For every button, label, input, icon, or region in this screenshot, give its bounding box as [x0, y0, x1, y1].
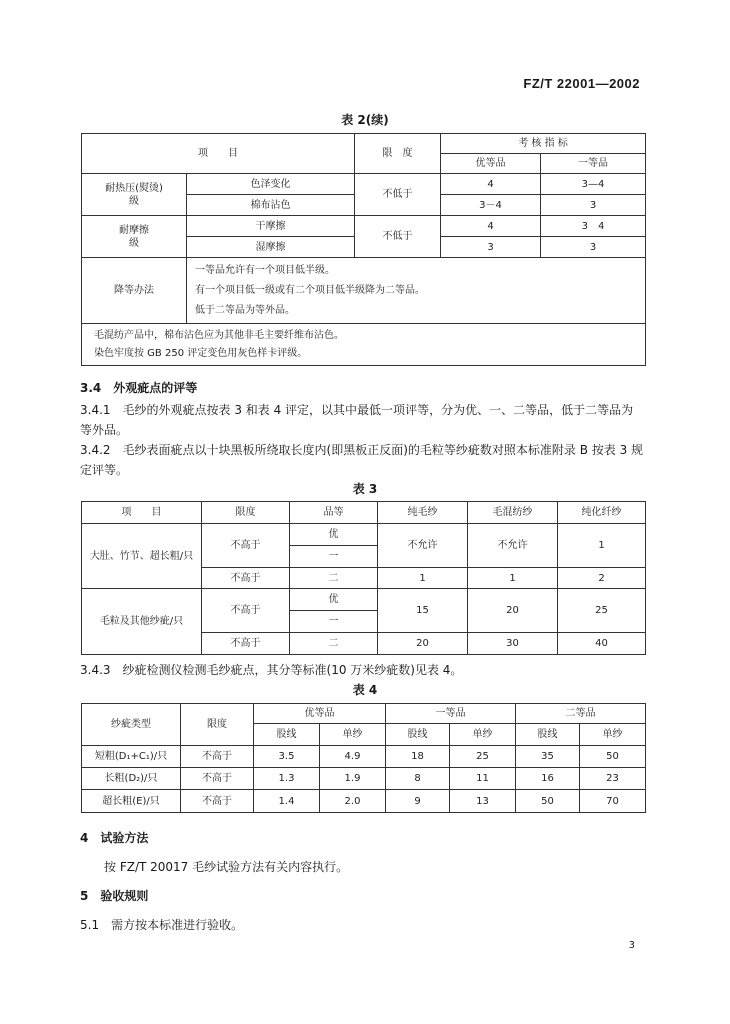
- table3-g2-r1-c2: 20: [468, 589, 558, 633]
- table2-heat-limit: 不低于: [355, 174, 441, 216]
- paragraph-3-4-2: 3.4.2 毛纱表面疵点以十块黑板所绕取长度内(即黑板正反面)的毛粒等纱疵数对照本标准附录 B 按表 3 规定评等。: [80, 443, 644, 477]
- table4-caption: 表 4: [352, 683, 378, 697]
- table3-g1-r1-grade: 优 一: [290, 524, 378, 568]
- table3-head-synthetic: 纯化纤纱: [558, 502, 646, 524]
- table3-g2-r2-grade: 二: [290, 633, 378, 655]
- table2-downgrade-text: 一等品允许有一个项目低半级。 有一个项目低一级或有二个项目低半级降为二等品。 低于二等品为等外品。: [187, 258, 646, 324]
- table4-head-single-2: 单纱: [450, 724, 516, 746]
- table3-g2-label: 毛粒及其他纱疵/只: [82, 589, 202, 655]
- table3: [81, 501, 646, 655]
- table4-row1-v4: 16: [516, 768, 580, 790]
- table4-row0-v2: 18: [386, 746, 450, 768]
- table4-row2-v4: 50: [516, 790, 580, 813]
- table3-g2-r2-c2: 30: [468, 633, 558, 655]
- table4-row2-v0: 1.4: [254, 790, 320, 813]
- table4-head-limit: 限度: [181, 704, 254, 746]
- table3-head-grade: 品等: [290, 502, 378, 524]
- table4-head-type: 纱疵类型: [82, 704, 181, 746]
- table2-head-grade1: 优等品: [441, 154, 541, 174]
- table2-head-item: 项 目: [82, 134, 355, 174]
- table4-row1-v0: 1.3: [254, 768, 320, 790]
- table4-row1-v5: 23: [580, 768, 646, 790]
- table4-row2-v2: 9: [386, 790, 450, 813]
- table4-row1-limit: 不高于: [181, 768, 254, 790]
- section-5-title: 5 验收规则: [80, 889, 149, 903]
- table3-g1-r2-c2: 1: [468, 568, 558, 589]
- paragraph-3-4-1: 3.4.1 毛纱的外观疵点按表 3 和表 4 评定，以其中最低一项评等，分为优、一、二等品，低于二等品为等外品。: [80, 403, 634, 437]
- table3-g1-r1-c3: 1: [558, 524, 646, 568]
- table4-head-ply-1: 股线: [254, 724, 320, 746]
- table2-rub-v1-0: 4: [441, 216, 541, 237]
- table2-head-grade2: 一等品: [541, 154, 646, 174]
- table2-rub-v2-1: 3: [541, 237, 646, 258]
- table4-row0-limit: 不高于: [181, 746, 254, 768]
- table2-rub-label-0: 干摩擦: [187, 216, 355, 237]
- table3-g1-label: 大肚、竹节、超长粗/只: [82, 524, 202, 589]
- table4: [81, 703, 646, 813]
- table3-g2-r1-grade: 优 一: [290, 589, 378, 633]
- table3-g1-r1-limit: 不高于: [202, 524, 290, 568]
- table2-heat-label-0: 色泽变化: [187, 174, 355, 195]
- table2-notes: 毛混纺产品中，棉布沾色应为其他非毛主要纤维布沾色。 染色牢度按 GB 250 评定变色用灰色样卡评级。: [82, 324, 646, 366]
- table2-rub-v1-1: 3: [441, 237, 541, 258]
- table2-downgrade-label: 降等办法: [82, 258, 187, 324]
- table3-g1-r2-c1: 1: [378, 568, 468, 589]
- table3-g1-r1-c1: 不允许: [378, 524, 468, 568]
- table2-heat-v1-0: 4: [441, 174, 541, 195]
- table3-g1-r1-c2: 不允许: [468, 524, 558, 568]
- table2-head-limit: 限 度: [355, 134, 441, 174]
- table4-head-g3: 二等品: [516, 704, 646, 724]
- table4-head-g2: 一等品: [386, 704, 516, 724]
- table3-head-limit: 限度: [202, 502, 290, 524]
- table2: [81, 133, 646, 366]
- table4-row0-v1: 4.9: [320, 746, 386, 768]
- table4-row2-limit: 不高于: [181, 790, 254, 813]
- table2-head-indicator: 考 核 指 标: [441, 134, 646, 154]
- table4-row0-v5: 50: [580, 746, 646, 768]
- table2-heat-v1-1: 3－4: [441, 195, 541, 216]
- paragraph-3-4-3: 3.4.3 纱疵检测仪检测毛纱疵点，其分等标准(10 万米纱疵数)见表 4。: [80, 663, 463, 677]
- table3-head-wool: 纯毛纱: [378, 502, 468, 524]
- section-5-1-text: 5.1 需方按本标准进行验收。: [80, 918, 244, 932]
- table3-g2-r1-c1: 15: [378, 589, 468, 633]
- table3-caption: 表 3: [352, 482, 378, 496]
- table4-row1-v3: 11: [450, 768, 516, 790]
- table3-g2-r1-c3: 25: [558, 589, 646, 633]
- table4-head-ply-2: 股线: [386, 724, 450, 746]
- table4-row1-type: 长粗(D₂)/只: [82, 768, 181, 790]
- table4-head-single-3: 单纱: [580, 724, 646, 746]
- page-number: 3: [628, 940, 635, 951]
- table3-g2-r1-limit: 不高于: [202, 589, 290, 633]
- table4-row0-v4: 35: [516, 746, 580, 768]
- table2-rub-limit: 不低于: [355, 216, 441, 258]
- section-4-title: 4 试验方法: [80, 831, 149, 845]
- table2-rub-group: 耐摩擦 级: [82, 216, 187, 258]
- table3-g1-r2-c3: 2: [558, 568, 646, 589]
- table3-g1-r2-limit: 不高于: [202, 568, 290, 589]
- table4-head-single-1: 单纱: [320, 724, 386, 746]
- table2-rub-label-1: 湿摩擦: [187, 237, 355, 258]
- table3-g1-r2-grade: 二: [290, 568, 378, 589]
- table4-row2-v3: 13: [450, 790, 516, 813]
- table3-g2-r2-limit: 不高于: [202, 633, 290, 655]
- table3-g2-r2-c3: 40: [558, 633, 646, 655]
- table2-heat-group: 耐热压(熨烫) 级: [82, 174, 187, 216]
- table4-row0-type: 短粗(D₁+C₁)/只: [82, 746, 181, 768]
- section-3-4-title: 3.4 外观疵点的评等: [80, 381, 198, 395]
- table4-row2-v1: 2.0: [320, 790, 386, 813]
- table4-head-g1: 优等品: [254, 704, 386, 724]
- table2-heat-label-1: 棉布沾色: [187, 195, 355, 216]
- table4-row0-v0: 3.5: [254, 746, 320, 768]
- table2-caption: 表 2(续): [341, 113, 389, 127]
- table4-row2-v5: 70: [580, 790, 646, 813]
- table4-head-ply-3: 股线: [516, 724, 580, 746]
- table4-row0-v3: 25: [450, 746, 516, 768]
- table3-head-blend: 毛混纺纱: [468, 502, 558, 524]
- section-4-text: 按 FZ/T 20017 毛纱试验方法有关内容执行。: [104, 860, 349, 874]
- table4-row1-v1: 1.9: [320, 768, 386, 790]
- table4-row2-type: 超长粗(E)/只: [82, 790, 181, 813]
- table4-row1-v2: 8: [386, 768, 450, 790]
- table2-heat-v2-0: 3—4: [541, 174, 646, 195]
- table3-g2-r2-c1: 20: [378, 633, 468, 655]
- table3-head-item: 项 目: [82, 502, 202, 524]
- table2-rub-v2-0: 3 4: [541, 216, 646, 237]
- table2-heat-v2-1: 3: [541, 195, 646, 216]
- standard-code: FZ/T 22001—2002: [523, 76, 640, 91]
